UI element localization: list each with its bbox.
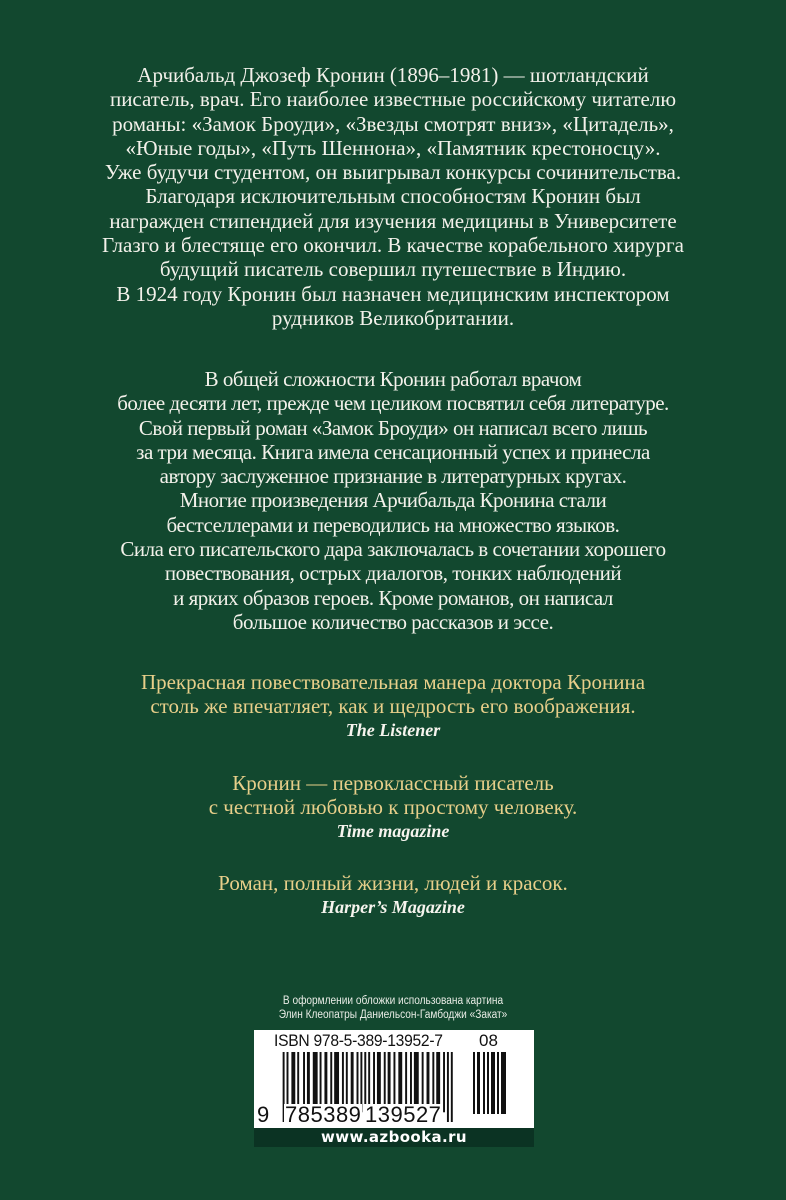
bio-line: Арчибальд Джозеф Кронин (1896–1981) — шотландский (137, 63, 649, 87)
bio-line: бестселлерами и переводились на множество языков. (166, 512, 620, 537)
bio-line: и ярких образов героев. Кроме романов, он написал (173, 585, 613, 610)
quote-source: Harper’s Magazine (321, 897, 465, 917)
isbn-barcode (254, 1030, 534, 1147)
bio-line: автору заслуженное признание в литературных кругах. (159, 464, 627, 489)
quote-line: столь же впечатляет, как и щедрость его воображения. (150, 694, 636, 718)
credit-line: Элин Клеопатры Даниельсон-Гамбоджи «Закат» (278, 1009, 508, 1021)
barcode-left-digits: 785389 (285, 1102, 362, 1127)
bio-line: рудников Великобритании. (271, 305, 515, 330)
bio-line: Благодаря исключительным способностям Кронин был (145, 184, 641, 209)
review-quote-harpers (0, 871, 786, 919)
bio-line: писатель, врач. Его наиболее известные российскому читателю (109, 87, 677, 112)
bio-line: повествования, острых диалогов, тонких наблюдений (164, 561, 622, 586)
bio-line: Сила его писательского дара заключалась в сочетании хорошего (120, 537, 666, 562)
bio-line: Свой первый роман «Замок Броуди» он написал всего лишь (138, 415, 648, 440)
bio-line: более десяти лет, прежде чем целиком посвятил себя литературе. (117, 391, 669, 416)
quote-source: Time magazine (336, 821, 450, 841)
bio-line: В 1924 году Кронин был назначен медицинским инспектором (116, 281, 670, 306)
bio-line: романы: «Замок Броуди», «Звезды смотрят вниз», «Цитадель», (112, 111, 674, 136)
bio-line: В общей сложности Кронин работал врачом (204, 367, 582, 391)
quote-line: Кронин — первоклассный писатель (232, 771, 554, 795)
bio-line: Уже будучи студентом, он выигрывал конкурсы сочинительства. (104, 160, 682, 185)
barcode-lead-digit: 9 (257, 1102, 270, 1127)
bio-line: будущий писатель совершил путешествие в Индию. (159, 257, 627, 282)
cover-art-credit (47, 994, 739, 1022)
review-quote-listener (0, 670, 786, 742)
addon-barcode-bars-icon (473, 1052, 513, 1114)
quote-line: Прекрасная повествовательная манера доктора Кронина (140, 670, 646, 694)
bio-line: большое количество рассказов и эссе. (232, 609, 554, 634)
publisher-url: www.azbooka.ru (254, 1128, 534, 1147)
bio-line: награжден стипендией для изучения медицины в Университете (109, 208, 677, 233)
credit-line: В оформлении обложки использована картина (282, 995, 504, 1007)
isbn-addon-label: 08 (479, 1031, 498, 1050)
barcode-right-digits: 139527 (365, 1102, 442, 1127)
bio-line: за три месяца. Книга имела сенсационный успех и принесла (136, 439, 650, 464)
quote-line: Роман, полный жизни, людей и красок. (218, 871, 568, 895)
bio-line: Глазго и блестяще его окончил. В качестве корабельного хирурга (101, 233, 684, 258)
quote-line: с честной любовью к простому человеку. (208, 795, 578, 819)
review-quote-time (0, 771, 786, 843)
bio-paragraph-1 (0, 63, 786, 330)
bio-line: Многие произведения Арчибальда Кронина стали (179, 488, 607, 513)
bio-paragraph-2 (0, 367, 786, 634)
quote-source: The Listener (345, 720, 441, 740)
bio-line: «Юные годы», «Путь Шеннона», «Памятник крестоносцу». (125, 135, 661, 160)
isbn-label: ISBN 978-5-389-13952-7 (274, 1031, 443, 1050)
